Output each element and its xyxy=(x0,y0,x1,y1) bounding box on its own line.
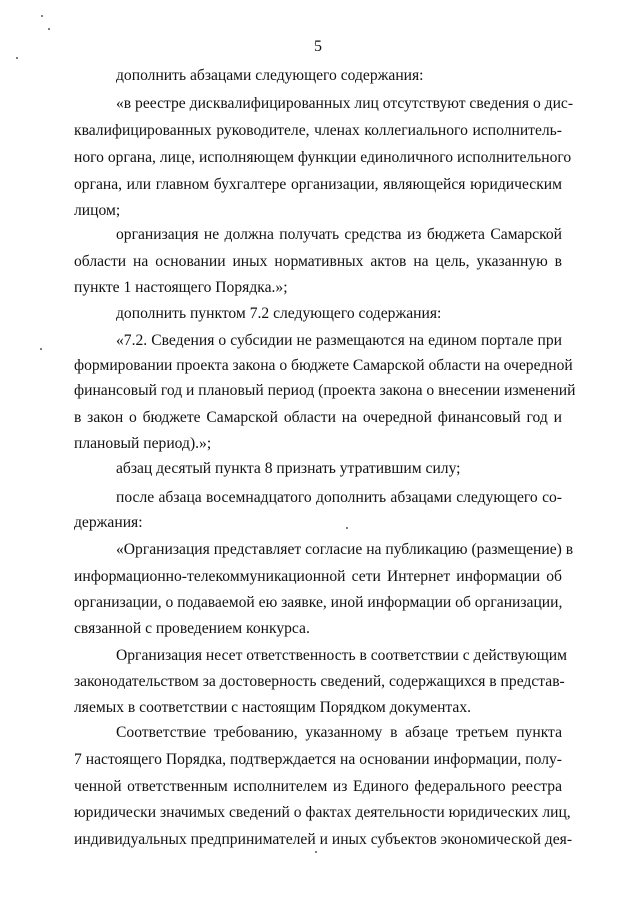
text-line: организация не должна получать средства из бюджета Самарской xyxy=(116,226,562,243)
text-line: финансовый год и плановый период (проекта закона о внесении изменений xyxy=(74,382,576,399)
text-line: ляемых в соответствии с настоящим Порядком документах. xyxy=(74,699,472,716)
text-line: ченной ответственным исполнителем из Единого федерального реестра xyxy=(74,778,562,795)
text-line: плановый период).»; xyxy=(74,435,212,452)
text-line: держания: xyxy=(74,514,143,531)
scan-speck xyxy=(41,15,43,17)
text-line: связанной с проведением конкурса. xyxy=(74,620,310,637)
text-line: Соответствие требованию, указанному в абзаце третьем пункта xyxy=(116,724,562,741)
scan-speck xyxy=(315,851,317,853)
text-line: «в реестре дисквалифицированных лиц отсутствуют сведения о дис- xyxy=(116,95,574,112)
text-line: законодательством за достоверность сведений, содержащихся в представ- xyxy=(74,673,565,690)
text-line: юридически значимых сведений о фактах деятельности юридических лиц, xyxy=(74,804,571,821)
text-line: области на основании иных нормативных актов на цель, указанную в xyxy=(74,253,562,270)
text-line: информационно-телекоммуникационной сети Интернет информации об xyxy=(74,568,562,585)
text-line: после абзаца восемнадцатого дополнить абзацами следующего со- xyxy=(116,489,562,506)
text-line: ного органа, лице, исполняющем функции единоличного исполнительного xyxy=(74,149,572,166)
text-line: в закон о бюджете Самарской области на очередной финансовый год и xyxy=(74,409,562,426)
text-line: квалифицированных руководителе, членах коллегиального исполнитель- xyxy=(74,122,562,139)
scan-speck xyxy=(346,527,348,529)
text-line: индивидуальных предпринимателей и иных субъектов экономической дея- xyxy=(74,831,573,848)
text-line: «7.2. Сведения о субсидии не размещаются на едином портале при xyxy=(116,332,562,349)
text-line: органа, или главном бухгалтере организации, являющейся юридическим xyxy=(74,176,562,193)
text-line: 7 настоящего Порядка, подтверждается на основании информации, полу- xyxy=(74,751,562,768)
text-line: пункте 1 настоящего Порядка.»; xyxy=(74,279,288,296)
scan-speck xyxy=(16,57,18,59)
scan-speck xyxy=(48,28,50,30)
text-line: организации, о подаваемой ею заявке, иной информации об организации, xyxy=(74,594,563,611)
text-line: дополнить пунктом 7.2 следующего содержания: xyxy=(116,305,442,322)
text-line: «Организация представляет согласие на публикацию (размещение) в xyxy=(116,541,574,558)
text-line: дополнить абзацами следующего содержания: xyxy=(116,67,424,84)
scan-speck xyxy=(40,348,42,350)
text-line: Организация несет ответственность в соответствии с действующим xyxy=(116,647,567,664)
page-number: 5 xyxy=(314,38,322,55)
text-line: формировании проекта закона о бюджете Самарской области на очередной xyxy=(74,357,573,374)
text-line: лицом; xyxy=(74,202,121,219)
text-line: абзац десятый пункта 8 признать утратившим силу; xyxy=(116,460,461,477)
